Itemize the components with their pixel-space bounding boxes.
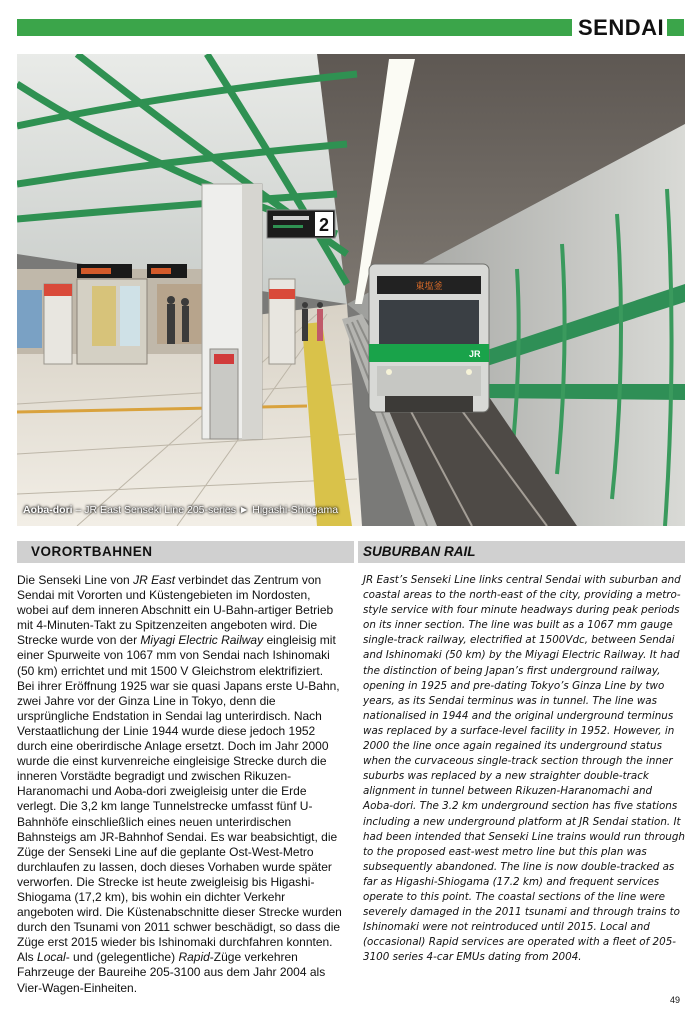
train-destination-sign: 東塩釜 (415, 282, 443, 292)
train-205-series (369, 264, 489, 412)
caption-rest: JR East Senseki Line 205-series ► Higashi-Shiogama (84, 504, 339, 516)
station-photo (17, 54, 685, 526)
platform-number: 2 (318, 215, 330, 235)
station-photo-illustration (17, 54, 685, 526)
section-title-en: SUBURBAN RAIL (363, 544, 476, 559)
caption-separator: – (72, 504, 85, 516)
city-title: SENDAI (578, 15, 665, 40)
train-logo: JR (469, 349, 481, 359)
body-text-german: Die Senseki Line von JR East verbindet das Zentrum von Sendai mit Vororten und Küstengebieten im Nordosten, wobei auf dem inneren Abschnitt ein U-Bahn-artiger Betrieb mit 4-Minuten-Takt zu Spitzenzeiten angeboten wird. Die Strecke wurde von der Miyagi Electric Railway eingleisig mit einer Spurweite von 1067 mm von Sendai nach Ishinomaki (50 km) errichtet und mit 1500 V Gleichstrom elektrifiziert. Bei ihrer Eröffnung 1925 war sie quasi Japans erste U-Bahn, zwei Jahre vor der Ginza Line in Tokyo, denn die ursprüngliche Endstation in Sendai lag unterirdisch. Nach Verstaatlichung der Linie 1944 wurde diese jedoch 1952 durch eine oberirdische Anlage ersetzt. Doch im Jahr 2000 wurde die einst kurvenreiche eingleisige Strecke durch die inneren Vorstädte begradigt und zwischen Rikuzen-Haranomachi und Aoba-dori zweigleisig unter die Erde verlegt. Die 3,2 km lange Tunnelstrecke umfasst fünf U-Bahnhöfe einschließlich eines neuen unterirdischen Bahnsteigs am JR-Bahnhof Sendai. Es war beabsichtigt, die Züge der Senseki Line auf die geplante Ost-West-Metro durchlaufen zu lassen, doch dieses Vorhaben wurde später verworfen. Die Strecke ist heute zweigleisig bis Higashi-Shiogama (17,2 km), bis wohin ein dichter Verkehr angeboten wird. Die Küstenabschnitte dieser Strecke wurden durch den Tsunami von 2011 schwer beschädigt, so dass die Züge erst 2015 wieder bis Ishinomaki durchfahren konnten. Als Local- und (gelegentliche) Rapid-Züge verkehren Fahrzeuge der Baureihe 205-3100 aus dem Jahr 2004 als Vier-Wagen-Einheiten. (17, 573, 342, 995)
body-text-english: JR East’s Senseki Line links central Sendai with suburban and coastal areas to the north-east of the city, providing a metro-style service with four minute headways during peak periods on its inner section. The line was built as a 1067 mm gauge single-track railway, electrified at 1500Vdc, between Sendai and Ishinomaki (50 km) by the Miyagi Electric Railway. It had the distinction of being Japan’s first underground railway, opening in 1925 and pre-dating Tokyo’s Ginza Line by two years, as its Sendai terminus was in tunnel. The line was nationalised in 1944 and the original underground terminus was replaced by a surface-level facility in 1952. However, in 2000 the line once again regained its underground status when the curvaceous single-track section through the inner suburbs was replaced by a new straighter double-track alignment in tunnel between Rikuzen-Haranomachi and Aoba-dori. The 3.2 km underground section has five stations including a new underground platform at JR Sendai station. It had been intended that Senseki Line trains would run through to the proposed east-west metro line but this plan was subsequently abandoned. The line is now double-tracked as far as Higashi-Shiogama (17.2 km) and frequent services operate to this point. The coastal sections of the line were severely damaged in the 2011 tsunami and through trains to Ishinomaki were not reintroduced until 2015. Local and (occasional) Rapid services are operated with a fleet of 205-3100 series 4-car EMUs dating from 2004. (363, 574, 685, 964)
section-title-de: VORORTBAHNEN (31, 544, 153, 559)
photo-caption (23, 504, 338, 516)
header-green-square (667, 19, 684, 36)
caption-location: Aoba-dori (23, 504, 73, 516)
header-green-bar (17, 19, 572, 36)
page-number: 49 (670, 995, 681, 1005)
